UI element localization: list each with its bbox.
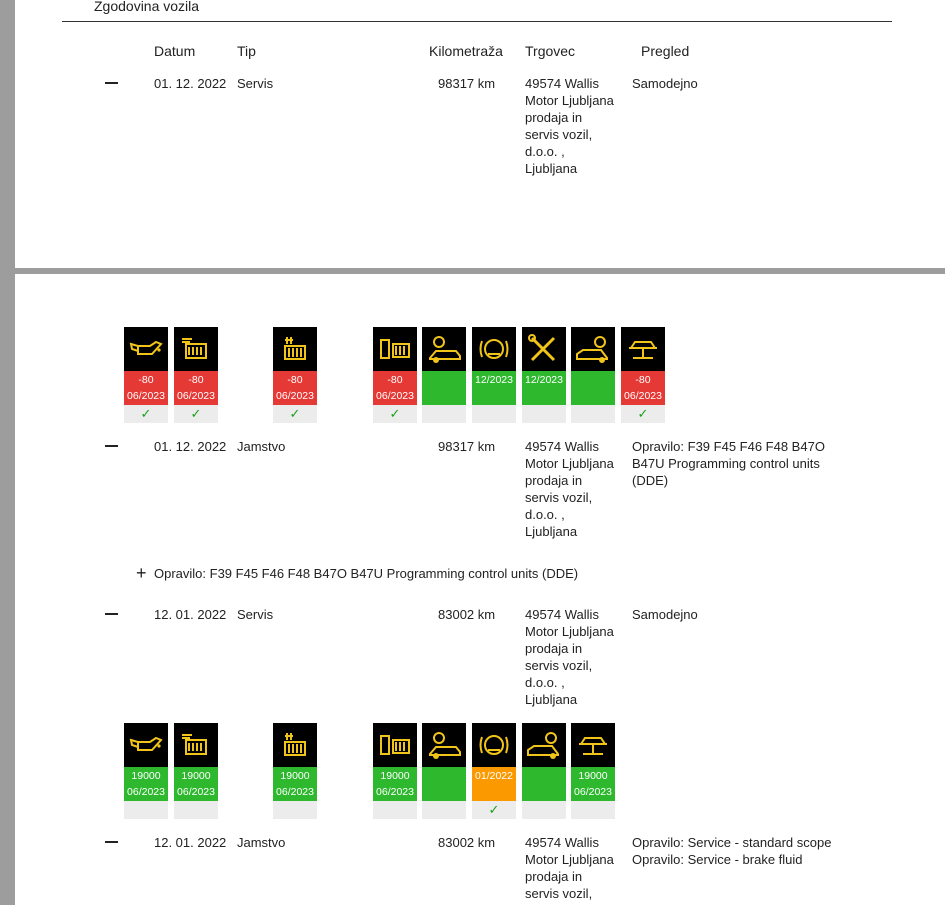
service-item	[174, 327, 218, 423]
row-km: 98317 km	[438, 439, 496, 454]
cabin-filter-icon	[273, 723, 317, 767]
check-mark	[422, 405, 466, 423]
status-badge: -80 06/2023	[273, 371, 317, 405]
row-dealer	[525, 834, 625, 902]
expand-button[interactable]: +	[136, 563, 147, 583]
check-mark: ✓	[174, 405, 218, 423]
col-header-pregled: Pregled	[641, 43, 690, 59]
service-item	[522, 327, 566, 423]
status-badge	[422, 371, 466, 405]
status-badge: -80 06/2023	[124, 371, 168, 405]
dealer-line: prodaja in	[525, 110, 583, 125]
status-badge: -80 06/2023	[373, 371, 417, 405]
row-date: 01. 12. 2022	[154, 76, 227, 91]
status-badge	[522, 767, 566, 801]
status-badge: -80 06/2023	[174, 371, 218, 405]
check-mark	[174, 801, 218, 819]
check-mark	[422, 801, 466, 819]
row-dealer	[525, 438, 625, 540]
cabin-filter-icon	[273, 327, 317, 371]
col-header-kilometraza: Kilometraža	[429, 43, 503, 59]
col-header-trgovec: Trgovec	[525, 43, 576, 59]
front-brakes-icon	[422, 327, 466, 371]
dealer-line: d.o.o. ,	[525, 675, 565, 690]
dealer-line: Ljubljana	[525, 161, 578, 176]
check-mark: ✓	[273, 405, 317, 423]
status-badge: 19000 06/2023	[571, 767, 615, 801]
dealer-line: Motor Ljubljana	[525, 456, 614, 471]
dealer-line: 49574 Wallis	[525, 835, 599, 850]
service-item	[273, 723, 317, 819]
engine-air-filter-icon	[174, 327, 218, 371]
rear-brakes-icon	[571, 327, 615, 371]
dealer-line: prodaja in	[525, 473, 583, 488]
dealer-line: d.o.o. ,	[525, 507, 565, 522]
row-dealer	[525, 75, 625, 177]
status-badge: 12/2023	[522, 371, 566, 405]
service-item	[174, 723, 218, 819]
oil-can-icon	[124, 723, 168, 767]
vehicle-inspection-lift-icon	[621, 327, 665, 371]
dealer-line: Motor Ljubljana	[525, 624, 614, 639]
check-mark	[124, 801, 168, 819]
service-item	[373, 723, 417, 819]
row-date: 12. 01. 2022	[154, 607, 227, 622]
col-header-datum: Datum	[154, 43, 196, 59]
service-item	[373, 327, 417, 423]
fuel-filter-icon	[373, 327, 417, 371]
row-km: 83002 km	[438, 607, 496, 622]
row-km: 83002 km	[438, 835, 496, 850]
fuel-filter-icon	[373, 723, 417, 767]
dealer-line: servis vozil,	[525, 886, 593, 901]
dealer-line: Motor Ljubljana	[525, 93, 614, 108]
review-line: (DDE)	[632, 473, 669, 488]
check-mark	[522, 405, 566, 423]
dealer-line: 49574 Wallis	[525, 607, 599, 622]
check-mark: ✓	[373, 405, 417, 423]
dealer-line: 49574 Wallis	[525, 439, 599, 454]
brake-fluid-icon	[472, 327, 516, 371]
dealer-line: prodaja in	[525, 641, 583, 656]
row-type: Servis	[237, 607, 274, 622]
vehicle-inspection-lift-icon	[571, 723, 615, 767]
service-item	[422, 327, 466, 423]
dealer-line: prodaja in	[525, 869, 583, 884]
service-item	[571, 723, 615, 819]
service-item	[621, 327, 665, 423]
dealer-line: d.o.o. ,	[525, 144, 565, 159]
dealer-line: 49574 Wallis	[525, 76, 599, 91]
service-item	[522, 723, 566, 819]
check-mark	[571, 405, 615, 423]
service-item	[273, 327, 317, 423]
review-line: Opravilo: Service - standard scope	[632, 835, 832, 850]
section-divider-band	[15, 268, 945, 274]
status-badge: -80 06/2023	[621, 371, 665, 405]
check-mark: ✓	[124, 405, 168, 423]
service-item	[571, 327, 615, 423]
rear-brakes-icon	[522, 723, 566, 767]
brake-fluid-icon	[472, 723, 516, 767]
check-mark: ✓	[472, 801, 516, 819]
review-line: Opravilo: F39 F45 F46 F48 B47O	[632, 439, 825, 454]
subtask-label: Opravilo: F39 F45 F46 F48 B47O B47U Programming control units (DDE)	[154, 566, 579, 581]
status-badge: 19000 06/2023	[373, 767, 417, 801]
review-line: Samodejno	[632, 76, 698, 91]
review-line: Samodejno	[632, 607, 698, 622]
collapse-button[interactable]	[105, 841, 118, 843]
dealer-line: Motor Ljubljana	[525, 852, 614, 867]
collapse-button[interactable]	[105, 445, 118, 447]
row-type: Jamstvo	[237, 835, 286, 850]
check-mark: ✓	[621, 405, 665, 423]
service-item	[422, 723, 466, 819]
status-badge	[571, 371, 615, 405]
dealer-line: servis vozil,	[525, 490, 593, 505]
service-item	[124, 723, 168, 819]
dealer-line: servis vozil,	[525, 127, 593, 142]
row-type: Jamstvo	[237, 439, 286, 454]
service-item	[472, 723, 516, 819]
left-scroll-bar	[0, 0, 15, 905]
dealer-line: Ljubljana	[525, 692, 578, 707]
row-type: Servis	[237, 76, 274, 91]
service-item	[124, 327, 168, 423]
check-mark	[472, 405, 516, 423]
status-badge: 19000 06/2023	[174, 767, 218, 801]
row-date: 12. 01. 2022	[154, 835, 227, 850]
row-review	[632, 438, 825, 489]
engine-air-filter-icon	[174, 723, 218, 767]
check-mark	[273, 801, 317, 819]
status-badge: 19000 06/2023	[124, 767, 168, 801]
row-km: 98317 km	[438, 76, 496, 91]
review-line: Opravilo: Service - brake fluid	[632, 852, 803, 867]
oil-can-icon	[124, 327, 168, 371]
col-header-tip: Tip	[237, 43, 256, 59]
check-mark	[571, 801, 615, 819]
row-review	[632, 75, 698, 92]
status-badge: 01/2022	[472, 767, 516, 801]
row-review	[632, 834, 831, 868]
row-date: 01. 12. 2022	[154, 439, 227, 454]
status-badge: 12/2023	[472, 371, 516, 405]
collapse-button[interactable]	[105, 613, 118, 615]
title-underline	[62, 21, 892, 22]
dealer-line: Ljubljana	[525, 524, 578, 539]
status-badge: 19000 06/2023	[273, 767, 317, 801]
dealer-line: servis vozil,	[525, 658, 593, 673]
collapse-button[interactable]	[105, 82, 118, 84]
row-review	[632, 606, 698, 623]
page-title: Zgodovina vozila	[94, 0, 200, 14]
status-badge	[422, 767, 466, 801]
row-dealer	[525, 606, 625, 708]
review-line: B47U Programming control units	[632, 456, 820, 471]
check-mark	[373, 801, 417, 819]
check-mark	[522, 801, 566, 819]
vehicle-check-tools-icon	[522, 327, 566, 371]
service-item	[472, 327, 516, 423]
front-brakes-icon	[422, 723, 466, 767]
